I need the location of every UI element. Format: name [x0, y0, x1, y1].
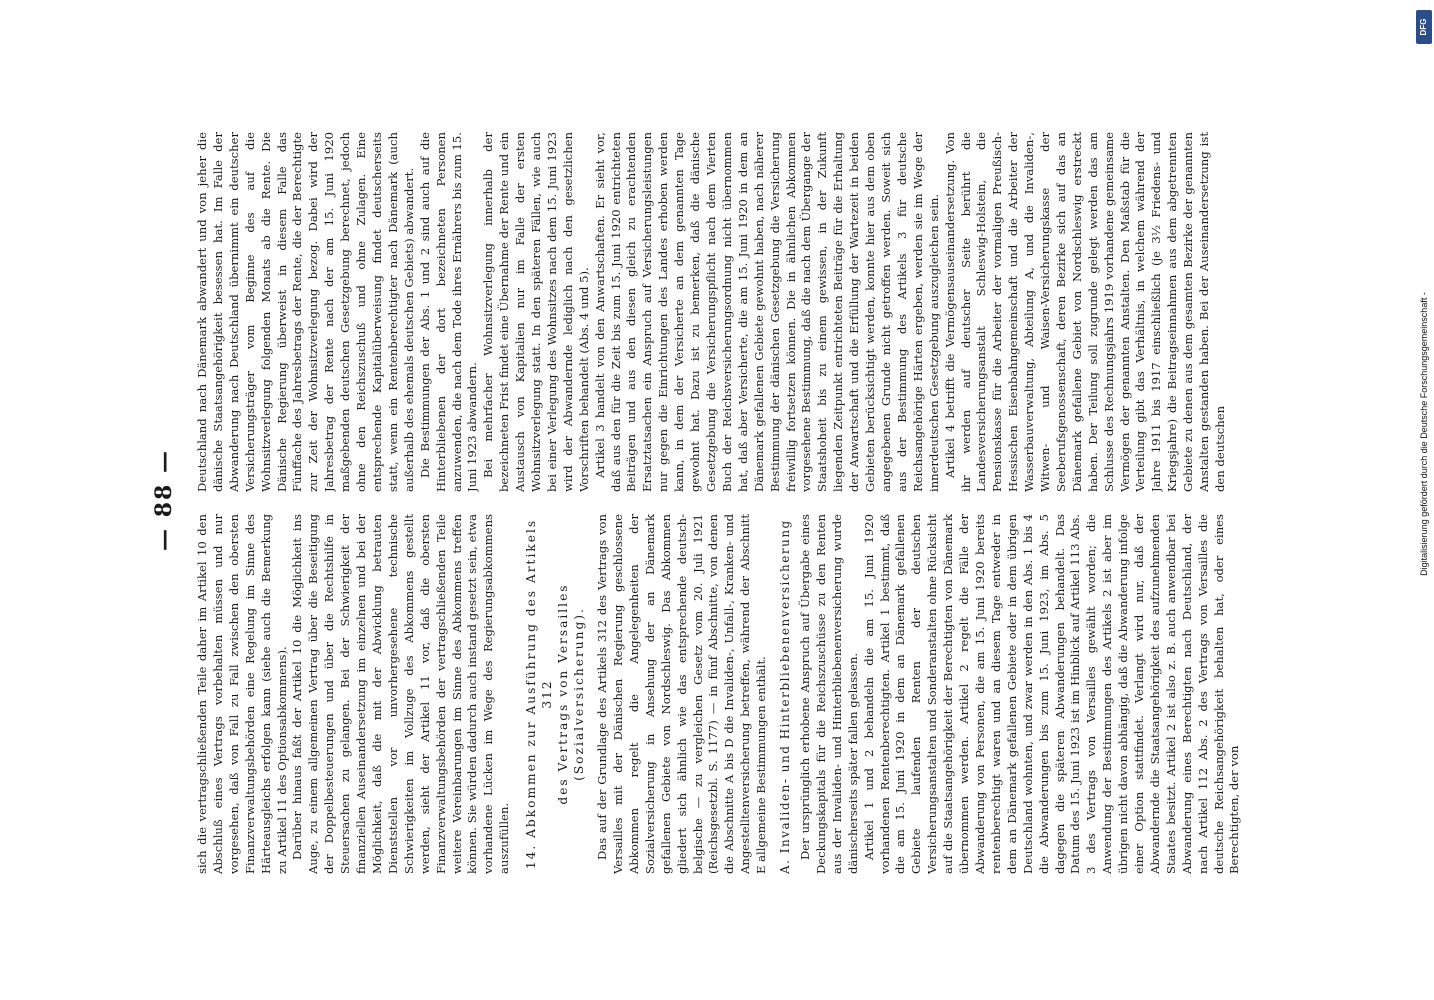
paragraph: Bei mehrfacher Wohnsitzverlegung innerhalb der bezeichneten Frist findet eine Übernahme der Rente und ein Austausch von Kapitalien nur im Falle der ersten Wohnsitzverlegung statt. In den späteren Fällen, wie auch bei einer Verlegung des Wohnsitzes nach dem 15. Juni 1923 wird der Abwandernde lediglich nach den gesetzlichen Vorschriften behandelt (Abs. 4 und 5). — [481, 132, 591, 492]
section-heading-line: 14. Abkommen zur Ausführung des Artikels 312 — [524, 518, 555, 870]
dfg-logo — [1416, 10, 1432, 44]
page-number: — 88 — — [151, 449, 177, 551]
left-column — [195, 514, 1280, 874]
section-heading-line: des Vertrags von Versailles — [556, 583, 571, 805]
paragraph: Deutschland nach Dänemark abwandert und von jeher die dänische Staatsangehörigkeit besessen hat. Im Falle der Abwanderung nach Deutschland übernimmt ein deutscher Versicherungsträger vom Beginne des auf die Wohnsitzverlegung folgenden Monats ab die Rente. Die Dänische Regierung überweist in diesem Falle das Fünffache des Jahresbetrags der Rente, die der Berechtigte zur Zeit der Wohnsitzverlegung bezog. Dabei wird der Jahresbetrag der Rente nach der am 15. Juni 1920 maßgebenden deutschen Gesetzgebung berechnet, jedoch ohne den Reichszuschuß und ohne Zulagen. Eine entsprechende Kapitalüberweisung findet deutscherseits statt, wenn ein Rentenberechtigter nach Dänemark (auch außerhalb des ehemals deutschen Gebiets) abwandert. — [195, 132, 416, 492]
paragraph: Artikel 3 handelt von den Anwartschaften. Er sieht vor, daß aus den für die Zeit bis zum 15. Juni 1920 entrichteten Beiträgen und aus den diesen gleich zu erachtenden Ersatztatsachen ein Anspruch auf Versicherungsleistungen nur gegen die Einrichtungen des Landes erhoben werden kann, in dem der Versicherte an dem genannten Tage gewohnt hat. Dazu ist zu bemerken, daß die dänische Gesetzgebung die Versicherungspflicht nach dem Vierten Buch der Reichsversicherungsordnung nicht übernommen hat, daß aber Versicherte, die am 15. Juni 1920 in dem an Dänemark gefallenen Gebiete gewohnt haben, nach näherer Bestimmung der dänischen Gesetzgebung die Versicherung freiwillig fortsetzen können. Die in ähnlichen Abkommen vorgesehene Bestimmung, daß die nach dem Übergange der Staatshoheit bis zu einem gewissen, in der Zukunft liegenden Zeitpunkt entrichteten Beiträge für die Erhaltung der Anwartschaft und die Erfüllung der Wartezeit in beiden Gebieten berücksichtigt werden, konnte hier aus dem oben angegebenen Grunde nicht getroffen werden. Soweit sich aus der Bestimmung des Artikels 3 für deutsche Reichsangehörige Härten ergeben, werden sie im Wege der innerdeutschen Gesetzgebung auszugleichen sein. — [592, 132, 941, 492]
digitization-credit — [1414, 4, 1434, 1000]
right-column — [195, 132, 1280, 492]
section-heading-line: (Sozialversicherung). — [572, 607, 587, 781]
paragraph: Artikel 1 und 2 behandeln die am 15. Juni 1920 vorhandenen Rentenberechtigten. Artikel 1 bestimmt, daß die am 15. Juni 1920 in dem an Dänemark gefallenen Gebiete laufenden Renten der deutschen Versicherungsanstalten und Sonderanstalten ohne Rücksicht auf die Staatsangehörigkeit der Berechtigten von Dänemark übernommen werden. Artikel 2 regelt die Fälle der Abwanderung von Personen, die am 15. Juni 1920 bereits rentenberechtigt waren und an diesem Tage entweder in dem an Dänemark gefallenen Gebiete oder in dem übrigen Deutschland wohnten, und zwar werden in den Abs. 1 bis 4 die Abwanderungen bis zum 15. Juni 1923, im Abs. 5 dagegen die späteren Abwanderungen behandelt. Das Datum des 15. Juni 1923 ist im Hinblick auf Artikel 113 Abs. 3 des Vertrags von Versailles gewählt worden; die Anwendung der Bestimmungen des Artikels 2 ist aber im übrigen nicht davon abhängig, daß die Abwanderung infolge einer Option stattfindet. Verlangt wird nur, daß der Abwandernde die Staatsangehörigkeit des aufzunehmenden Staates besitzt. Artikel 2 ist also z. B. auch anwendbar bei Abwanderung eines Berechtigten nach Deutschland, der nach Artikel 112 Abs. 2 des Vertrags von Versailles die deutsche Reichsangehörigkeit behalten hat, oder eines Berechtigten, der von — [861, 514, 1242, 874]
paragraph: Das auf der Grundlage des Artikels 312 des Vertrags von Versailles mit der Dänischen Regierung geschlossene Abkommen regelt die Angelegenheiten der Sozialversicherung in Ansehung der an Dänemark gefallenen Gebiete von Nordschleswig. Das Abkommen gliedert sich ähnlich wie das entsprechende deutsch-belgische — zu vergleichen Gesetz vom 20. Juli 1921 (Reichsgesetzbl. S. 1177) — in fünf Abschnitte, von denen die Abschnitte A bis D die Invaliden-, Unfall-, Kranken- und Angestelltenversicherung betreffen, während der Abschnitt E allgemeine Bestimmungen enthält. — [595, 514, 769, 874]
credit-text: Digitalisierung gefördert durch die Deutsche Forschungsgemeinschaft - — [1419, 292, 1429, 576]
paragraph: Darüber hinaus faßt der Artikel 10 die Möglichkeit ins Auge, zu einem allgemeinen Vertrag über die Beseitigung der Doppelbesteuerungen und über die Rechtshilfe in Steuersachen zu gelangen. Bei der Schwierigkeit der finanziellen Auseinandersetzung im einzelnen und bei der Möglichkeit, daß die mit der Abwicklung betrauten Dienststellen vor unvorhergesehene technische Schwierigkeiten im Vollzuge des Abkommens gestellt werden, sieht der Artikel 11 vor, daß die obersten Finanzverwaltungsbehörden der vertragschließenden Teile weitere Vereinbarungen im Sinne des Abkommens treffen können. Sie würden dadurch auch instand gesetzt sein, etwa vorhandene Lücken im Wege des Regierungsabkommens auszufüllen. — [290, 514, 512, 874]
paragraph: Artikel 4 betrifft die Vermögensauseinandersetzung. Von ihr werden auf deutscher Seite berührt die Landesversicherungsanstalt Schleswig-Holstein, die Pensionskasse für die Arbeiter der vormaligen Preußisch-Hessischen Eisenbahngemeinschaft und die Arbeiter der Wasserbauverwaltung, Abteilung A, und die Invaliden-, Witwen- und Waisen-Versicherungskasse der Seeberufsgenossenschaft, deren Bezirke sich auf das an Dänemark gefallene Gebiet von Nordschleswig erstreckt haben. Der Teilung soll zugrunde gelegt werden das am Schlusse des Rechnungsjahrs 1919 vorhandene gemeinsame Vermögen der genannten Anstalten. Den Maßstab für die Verteilung gibt das Verhältnis, in welchem während der Jahre 1911 bis 1917 einschließlich (je 3½ Friedens- und Kriegsjahre) die Beitragseinnahmen aus dem abgetrennten Gebiete zu denen aus dem gesamten Bezirke der genannten Anstalten gestanden haben. Bei der Auseinandersetzung ist den deutschen — [942, 132, 1227, 492]
section-heading — [523, 514, 587, 874]
subsection-heading: A. Invaliden- und Hinterbliebenenversicherung — [778, 519, 793, 874]
paragraph: sich die vertragschließenden Teile daher im Artikel 10 den Abschluß eines Vertrags vorbehalten müssen und nur vorgesehen, daß von Fall zu Fall zwischen den obersten Finanzverwaltungsbehörden eine Regelung im Sinne des Härteausgleichs erfolgen kann (siehe auch die Bemerkung zu Artikel 11 des Optionsabkommens). — [195, 514, 289, 874]
document-page — [137, 90, 1297, 910]
paragraph: Der ursprünglich erhobene Anspruch auf Übergabe eines Deckungskapitals für die Reichszuschüsse zu den Renten aus der Invaliden- und Hinterbliebenenversicherung wurde dänischerseits später fallen gelassen. — [798, 514, 860, 874]
paragraph: Die Bestimmungen der Abs. 1 und 2 sind auch auf die Hinterbliebenen der dort bezeichneten Personen anzuwenden, die nach dem Tode ihres Ernährers bis zum 15. Juni 1923 abwandern. — [417, 132, 480, 492]
dfg-logo-text: DFG — [1419, 18, 1428, 36]
